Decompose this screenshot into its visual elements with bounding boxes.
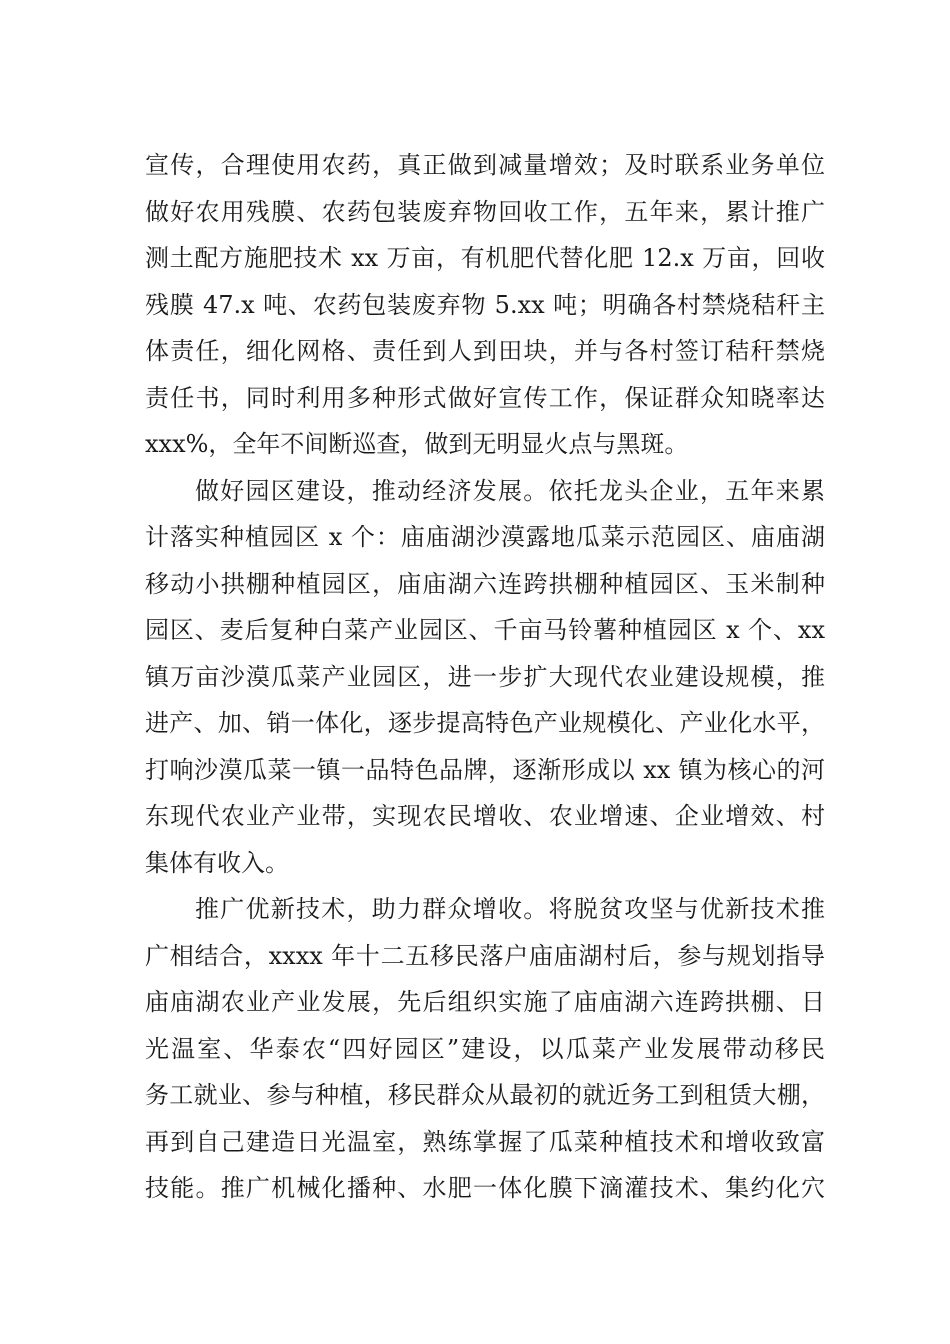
- text-line: 残膜 47.x 吨、农药包装废弃物 5.xx 吨；明确各村禁烧秸秆主: [145, 290, 825, 319]
- text-line: 体责任，细化网格、责任到人到田块，并与各村签订秸秆禁烧: [145, 337, 825, 365]
- text-line: 东现代农业产业带，实现农民增收、农业增速、企业增效、村: [145, 802, 825, 830]
- text-line: 责任书，同时利用多种形式做好宣传工作，保证群众知晓率达: [145, 383, 825, 412]
- paragraph-1: [145, 142, 825, 468]
- text-line: 技能。推广机械化播种、水肥一体化膜下滴灌技术、集约化穴: [145, 1174, 825, 1202]
- text-line: 做好园区建设，推动经济发展。依托龙头企业，五年来累: [195, 476, 825, 505]
- text-line: xxx%，全年不间断巡查，做到无明显火点与黑斑。: [145, 430, 689, 458]
- text-line: 宣传，合理使用农药，真正做到减量增效；及时联系业务单位: [145, 151, 825, 179]
- paragraph-2: [145, 468, 825, 887]
- text-line: 庙庙湖农业产业发展，先后组织实施了庙庙湖六连跨拱棚、日: [145, 988, 825, 1016]
- document-body: [145, 142, 825, 1212]
- text-line: 推广优新技术，助力群众增收。将脱贫攻坚与优新技术推: [195, 895, 825, 923]
- text-line: 务工就业、参与种植，移民群众从最初的就近务工到租赁大棚，: [145, 1081, 825, 1109]
- text-line: 园区、麦后复种白菜产业园区、千亩马铃薯种植园区 x 个、xx: [145, 616, 825, 644]
- text-line: 镇万亩沙漠瓜菜产业园区，进一步扩大现代农业建设规模，推: [145, 662, 825, 691]
- text-line: 广相结合，xxxx 年十二五移民落户庙庙湖村后，参与规划指导: [145, 941, 825, 970]
- text-line: 进产、加、销一体化，逐步提高特色产业规模化、产业化水平，: [145, 709, 825, 737]
- text-line: 测土配方施肥技术 xx 万亩，有机肥代替化肥 12.x 万亩，回收: [145, 244, 825, 272]
- text-line: 光温室、华泰农“四好园区”建设，以瓜菜产业发展带动移民: [145, 1034, 825, 1063]
- text-line: 打响沙漠瓜菜一镇一品特色品牌，逐渐形成以 xx 镇为核心的河: [145, 755, 825, 784]
- text-line: 再到自己建造日光温室，熟练掌握了瓜菜种植技术和增收致富: [145, 1127, 825, 1156]
- text-line: 做好农用残膜、农药包装废弃物回收工作，五年来，累计推广: [145, 197, 825, 226]
- text-line: 计落实种植园区 x 个：庙庙湖沙漠露地瓜菜示范园区、庙庙湖: [145, 523, 825, 551]
- text-line: 集体有收入。: [145, 848, 289, 877]
- text-line: 移动小拱棚种植园区，庙庙湖六连跨拱棚种植园区、玉米制种: [145, 569, 825, 598]
- paragraph-3: [145, 886, 825, 1212]
